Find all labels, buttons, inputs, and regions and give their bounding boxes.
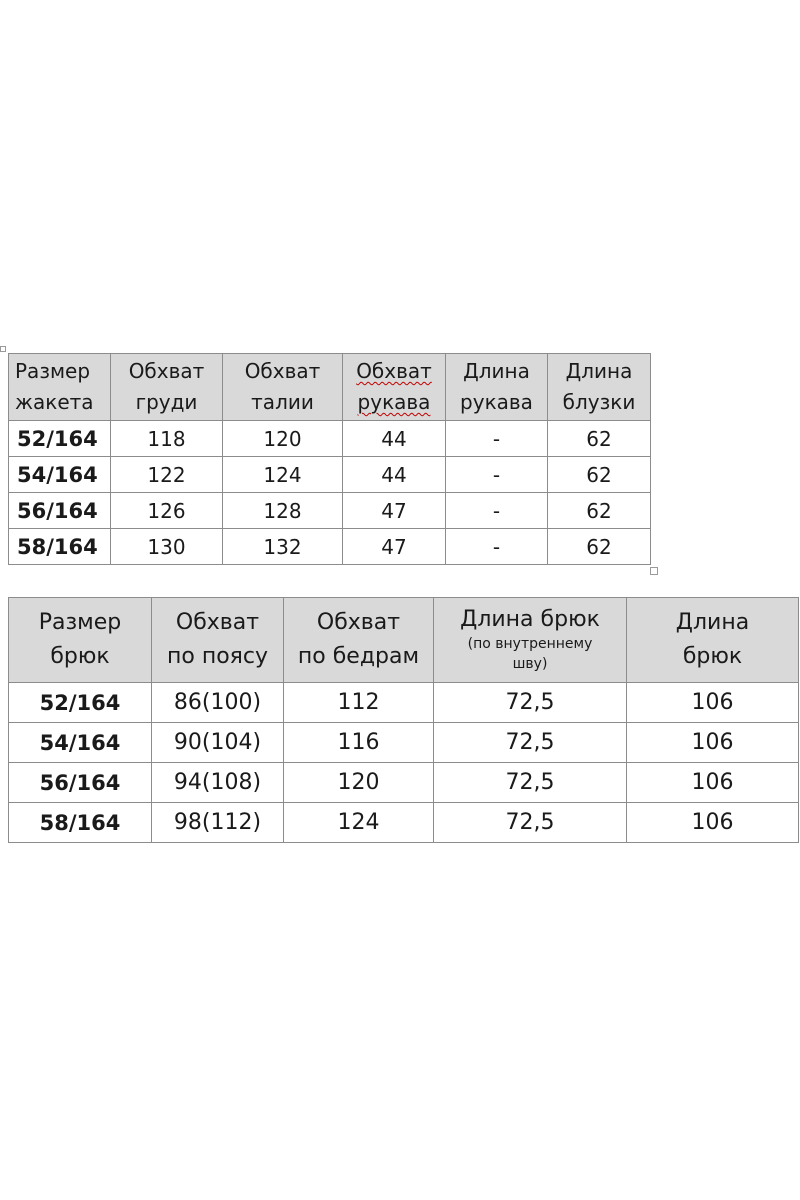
header-cell: Обхват талии [223, 354, 343, 421]
table-cell: 122 [111, 457, 223, 493]
table-cell: 44 [343, 457, 446, 493]
table-row [9, 803, 799, 843]
table-cell: 62 [548, 421, 651, 457]
table-cell: - [446, 529, 548, 565]
table-cell: 124 [284, 803, 434, 843]
size-cell: 56/164 [9, 763, 152, 803]
table-row [9, 723, 799, 763]
table-cell: 72,5 [434, 763, 627, 803]
table-row [9, 493, 651, 529]
table-cell: 132 [223, 529, 343, 565]
table-cell: 106 [627, 803, 799, 843]
table-cell: 90(104) [152, 723, 284, 763]
table-row [9, 763, 799, 803]
table-row [9, 683, 799, 723]
table-cell: 72,5 [434, 723, 627, 763]
table-header-row [9, 598, 799, 683]
table-row [9, 457, 651, 493]
table-row [9, 421, 651, 457]
table-cell: 47 [343, 529, 446, 565]
size-cell: 52/164 [9, 421, 111, 457]
size-cell: 58/164 [9, 529, 111, 565]
header-cell: Обхват по бедрам [284, 598, 434, 683]
pants-size-table [8, 597, 799, 843]
jacket-size-table [8, 353, 651, 565]
table-cell: 44 [343, 421, 446, 457]
table-row [9, 529, 651, 565]
size-cell: 58/164 [9, 803, 152, 843]
table-cell: 86(100) [152, 683, 284, 723]
header-cell: Длина брюк [627, 598, 799, 683]
table-cell: 120 [223, 421, 343, 457]
header-cell: Обхват по поясу [152, 598, 284, 683]
table-cell: 72,5 [434, 803, 627, 843]
table-cell: 94(108) [152, 763, 284, 803]
table-cell: 116 [284, 723, 434, 763]
header-cell: Обхват рукава [343, 354, 446, 421]
size-cell: 54/164 [9, 457, 111, 493]
table-cell: 106 [627, 723, 799, 763]
header-cell: Длина брюк (по внутреннему шву) [434, 598, 627, 683]
table-cell: 62 [548, 493, 651, 529]
size-cell: 52/164 [9, 683, 152, 723]
size-cell: 56/164 [9, 493, 111, 529]
size-cell: 54/164 [9, 723, 152, 763]
table-cell: 112 [284, 683, 434, 723]
table-cell: - [446, 421, 548, 457]
table-move-handle[interactable] [0, 346, 6, 352]
table-cell: - [446, 457, 548, 493]
header-cell: Длина блузки [548, 354, 651, 421]
table-cell: 118 [111, 421, 223, 457]
table-resize-handle[interactable] [650, 567, 658, 575]
table-cell: 130 [111, 529, 223, 565]
table-cell: 106 [627, 683, 799, 723]
header-cell: Размер брюк [9, 598, 152, 683]
table-cell: 124 [223, 457, 343, 493]
table-cell: 98(112) [152, 803, 284, 843]
table-cell: 106 [627, 763, 799, 803]
table-header-row [9, 354, 651, 421]
table-cell: 126 [111, 493, 223, 529]
table-cell: - [446, 493, 548, 529]
table-cell: 62 [548, 457, 651, 493]
header-cell: Длина рукава [446, 354, 548, 421]
table-cell: 128 [223, 493, 343, 529]
header-cell: Обхват груди [111, 354, 223, 421]
table-cell: 47 [343, 493, 446, 529]
table-cell: 120 [284, 763, 434, 803]
header-cell: Размер жакета [9, 354, 111, 421]
table-cell: 62 [548, 529, 651, 565]
table-cell: 72,5 [434, 683, 627, 723]
